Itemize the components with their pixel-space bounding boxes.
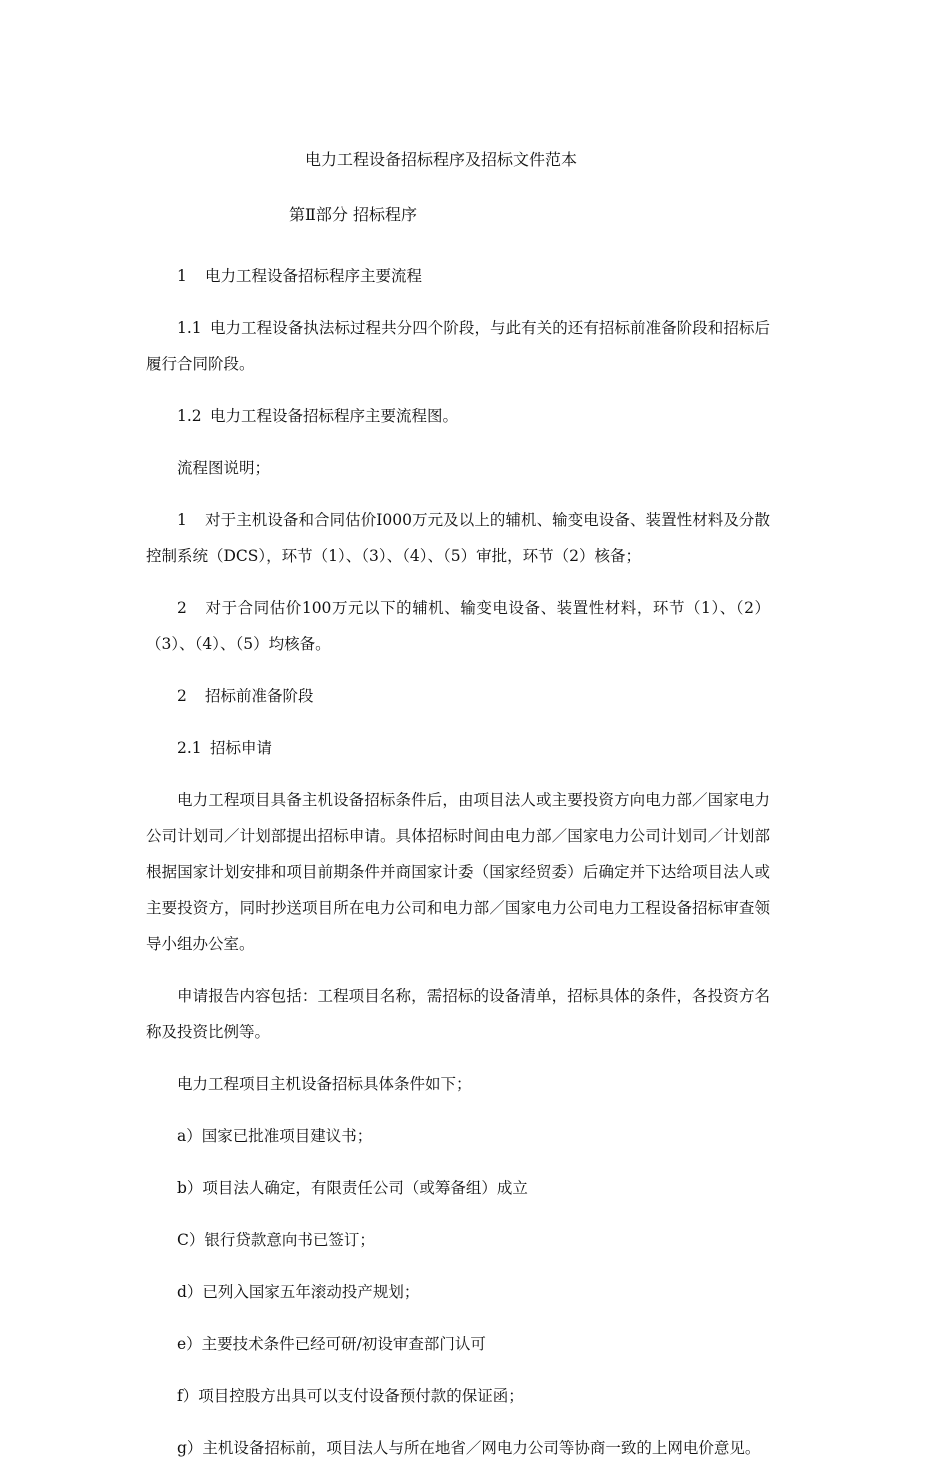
list-item [146,1378,770,1414]
paragraph-text: 电力工程项目具备主机设备招标条件后，由项目法人或主要投资方向电力部／国家电力公司计划司／计划部提出招标申请。具体招标时间由电力部／国家电力公司计划司／计划部根据国家计划安排和项目前期条件并商国家计委（国家经贸委）后确定并下达给项目法人或主要投资方，同时抄送项目所在电力公司和电力部／国家电力公司电力工程设备招标审查领导小组办公室。 [146,791,770,953]
paragraph-text: 流程图说明； [177,459,271,477]
paragraph-text: 申请报告内容包括：工程项目名称，需招标的设备清单，招标具体的条件，各投资方名称及投资比例等。 [146,987,770,1041]
section-number: 1.2 [177,407,202,425]
section-heading [146,678,770,714]
list-item [146,1118,770,1154]
section-number: 2 [177,687,187,705]
list-number: 2 [177,599,187,617]
list-item-text: C）银行贷款意向书已签订； [177,1231,375,1249]
list-item [146,1170,770,1206]
paragraph-text: 电力工程设备执法标过程共分四个阶段，与此有关的还有招标前准备阶段和招标后履行合同阶段。 [146,319,770,373]
paragraph [146,450,770,486]
section-number: 1.1 [177,319,202,337]
paragraph-text: 电力工程项目主机设备招标具体条件如下； [177,1075,472,1093]
paragraph [146,1066,770,1102]
paragraph-text: 对于合同估价100万元以下的辅机、输变电设备、装置性材料，环节（1）、（2）（3）、（4）、（5）均核备。 [146,599,770,653]
list-item [146,1430,770,1466]
section-text: 招标前准备阶段 [205,687,314,705]
section-number: 2.1 [177,739,202,757]
list-item [146,1274,770,1310]
section-text: 招标申请 [209,739,272,757]
list-item-text: b）项目法人确定，有限责任公司（或筹备组）成立 [177,1179,528,1197]
list-item-text: f）项目控股方出具可以支付设备预付款的保证函； [177,1387,524,1405]
part-heading: 第Ⅱ部分 招标程序 [289,205,417,224]
section-heading [146,730,770,766]
paragraph [146,502,770,574]
document-title: 电力工程设备招标程序及招标文件范本 [305,150,578,169]
paragraph [146,782,770,962]
paragraph [146,398,770,434]
section-text: 电力工程设备招标程序主要流程 [205,267,423,285]
paragraph-text: 电力工程设备招标程序主要流程图。 [209,407,458,425]
document-body [146,258,770,1466]
paragraph [146,590,770,662]
paragraph [146,310,770,382]
list-item-text: a）国家已批准项目建议书； [177,1127,373,1145]
section-number: 1 [177,267,187,285]
list-item-text: e）主要技术条件已经可研/初设审查部门认可 [177,1335,486,1353]
list-item [146,1326,770,1362]
section-heading [146,258,770,294]
list-item-text: d）已列入国家五年滚动投产规划； [177,1283,420,1301]
paragraph [146,978,770,1050]
paragraph-text: 对于主机设备和合同估价I000万元及以上的辅机、输变电设备、装置性材料及分散控制系统（DCS），环节（1）、（3）、（4）、（5）审批，环节（2）核备； [146,511,770,565]
list-number: 1 [177,511,187,529]
list-item [146,1222,770,1258]
list-item-text: g）主机设备招标前，项目法人与所在地省／网电力公司等协商一致的上网电价意见。 [177,1439,761,1457]
